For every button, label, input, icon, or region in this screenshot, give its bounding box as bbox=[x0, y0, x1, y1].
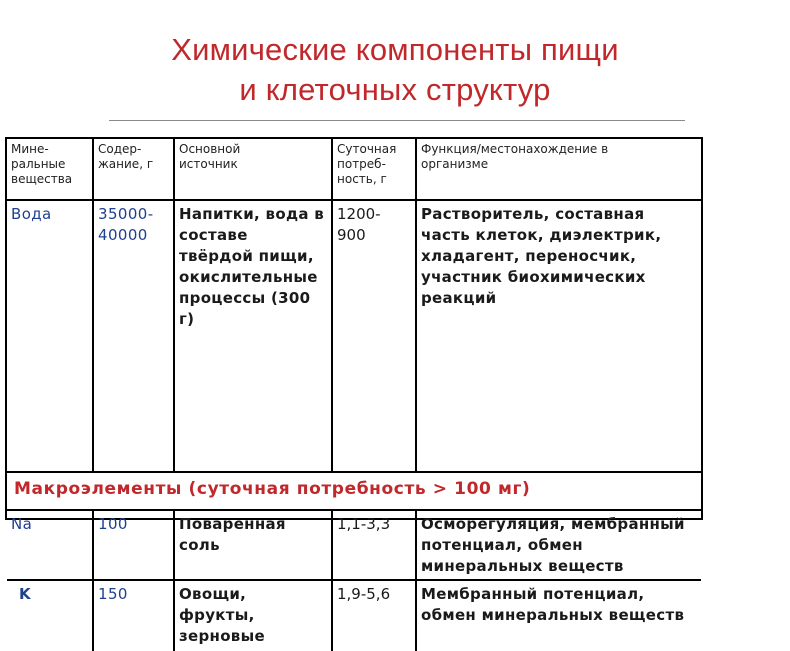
na-daily: 1,1-3,3 bbox=[337, 515, 391, 533]
header-source: Основной источник bbox=[175, 139, 333, 199]
na-content: 100 bbox=[98, 515, 128, 533]
header-minerals: Мине- ральные вещества bbox=[7, 139, 94, 199]
header-function: Функция/местонахождение в организме bbox=[421, 142, 609, 171]
na-content-cell bbox=[94, 511, 175, 579]
na-daily-cell bbox=[333, 511, 417, 579]
k-daily-cell bbox=[333, 581, 417, 651]
macroelements-label: Макроэлементы (суточная потребность > 100 мг) bbox=[14, 479, 531, 499]
header-content: Содер- жание, г bbox=[94, 139, 175, 199]
title-line-1: Химические компоненты пищи bbox=[171, 32, 619, 67]
title-line-2: и клеточных структур bbox=[239, 72, 551, 107]
k-name: K bbox=[19, 585, 32, 603]
table-header-row bbox=[7, 139, 701, 201]
na-name: Na bbox=[11, 515, 33, 533]
page-title bbox=[0, 30, 790, 110]
k-function-cell bbox=[417, 581, 701, 651]
k-source: Овощи, фрукты, зерновые bbox=[179, 585, 265, 645]
water-content: 35000- 40000 bbox=[98, 205, 154, 244]
k-function: Мембранный потенциал, обмен минеральных веществ bbox=[421, 585, 685, 624]
macroelements-band bbox=[7, 473, 701, 511]
table-row-k bbox=[7, 581, 701, 651]
minerals-table bbox=[5, 137, 703, 645]
water-function: Растворитель, составная часть клеток, диэлектрик, хладагент, переносчик, участник биохимических реакций bbox=[421, 205, 662, 307]
k-name-cell bbox=[7, 581, 94, 651]
table-row-na bbox=[7, 511, 701, 581]
water-source-cell bbox=[175, 201, 333, 471]
k-daily: 1,9-5,6 bbox=[337, 585, 391, 603]
water-content-cell bbox=[94, 201, 175, 471]
k-source-cell bbox=[175, 581, 333, 651]
na-name-cell bbox=[7, 511, 94, 579]
water-daily-cell bbox=[333, 201, 417, 471]
title-divider bbox=[109, 120, 685, 121]
water-source: Напитки, вода в составе твёрдой пищи, окислительные процессы (300 г) bbox=[179, 205, 325, 328]
table-row-water bbox=[7, 201, 701, 473]
na-source: Поваренная соль bbox=[179, 515, 286, 554]
k-content: 150 bbox=[98, 585, 128, 603]
k-content-cell bbox=[94, 581, 175, 651]
water-daily: 1200- 900 bbox=[337, 205, 381, 244]
na-function: Осморегуляция, мембранный потенциал, обмен минеральных веществ bbox=[421, 515, 685, 575]
water-function-cell bbox=[417, 201, 701, 471]
na-source-cell bbox=[175, 511, 333, 579]
na-function-cell bbox=[417, 511, 701, 579]
water-name-cell bbox=[7, 201, 94, 471]
header-daily-need: Суточная потреб- ность, г bbox=[333, 139, 417, 199]
water-name: Вода bbox=[11, 205, 52, 223]
